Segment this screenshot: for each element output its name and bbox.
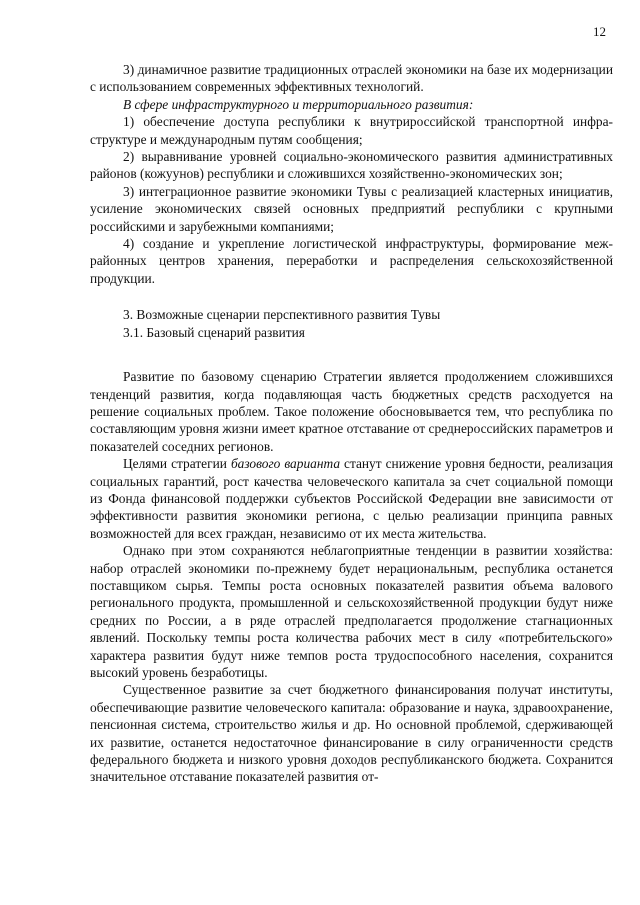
subsection-heading: 3.1. Базовый сценарий развития <box>123 324 305 340</box>
list-item-leveling-development: 2) выравнивание уровней социально-экономического развития административных районов (кожуунов) республики и сложившихся хозяйственно-экономических зон; <box>90 149 613 182</box>
subsection-label-infrastructure: В сфере инфраструктурного и территориального развития: <box>123 96 474 112</box>
goals-text-end: станут снижение уровня бедности, реализация социальных гарантий, рост качества человеческого капитала за счет социальной помощи из Фонда финансовой поддержки субъектов Российской Федерации вне зависимости от эффективности развития экономики региона, с целью реализации принципа равных возможностей для всех граждан, независимо от их места жительства. <box>90 456 613 541</box>
list-item-integration-development: 3) интеграционное развитие экономики Тувы с реализацией кластерных инициатив, усиление экономических связей основных предприятий республики с крупными российскими и зарубежными компаниями; <box>90 183 613 234</box>
list-item-logistics-infrastructure: 4) создание и укрепление логистической инфраструктуры, формирование межрайонных центров хранения, переработки и распределения сельскохозяйственной продукции. <box>90 236 613 286</box>
page-number: 12 <box>593 24 606 39</box>
paragraph-budget-financing: Существенное развитие за счет бюджетного финансирования получат институты, обеспечивающие развитие человеческого капитала: образование и наука, здравоохранение, пенсионная система, строительство жилья и др. Но основной проблемой, сдерживающей их развитие, останется недостаточное финансирование в силу ограниченности средств федерального бюджета и низкого уровня доходов республиканского бюджета. Сохранится значительное отставание показателей развития от- <box>90 682 613 785</box>
goals-emphasis: базового варианта <box>230 456 341 472</box>
goals-text-start: Целями стратегии <box>123 456 231 472</box>
paragraph-base-scenario: Развитие по базовому сценарию Стратегии является продолжением сложившихся тенденций развития, когда подавляющая часть бюджетных средств расходуется на решение социальных проблем. Такое положение обосновывается тем, что республика по составляющим уровня жизни имеет кратное отставание от среднероссийских параметров и показателей соседних регионов. <box>90 369 613 454</box>
paragraph-strategy-goals <box>90 455 613 542</box>
section-heading-block <box>90 306 613 341</box>
list-item-transport-access: 1) обеспечение доступа республики к внутрироссийской транспортной инфраструктуре и международным путям сообщения; <box>90 114 613 147</box>
paragraph-unfavorable-trends: Однако при этом сохраняются неблагоприятные тенденции в развитии хозяйства: набор отраслей экономики по-прежнему будет нерациональным, республика останется поставщиком сырья. Темпы роста основных показателей развития объема валового регионального продукта, промышленной и сельскохозяйственной продукции будут ниже средних по России, а в ряде отраслей предполагается продолжение стагнационных явлений. Поскольку темпы роста количества рабочих мест в силу «потребительского» характера развития будут ниже темпов роста трудоспособного населения, сохранится высокий уровень безработицы. <box>90 543 613 680</box>
paragraph-modernization: 3) динамичное развитие традиционных отраслей экономики на базе их модернизации с использованием современных эффективных технологий. <box>90 62 613 95</box>
section-heading: 3. Возможные сценарии перспективного развития Тувы <box>123 307 441 323</box>
page-body <box>90 61 613 786</box>
